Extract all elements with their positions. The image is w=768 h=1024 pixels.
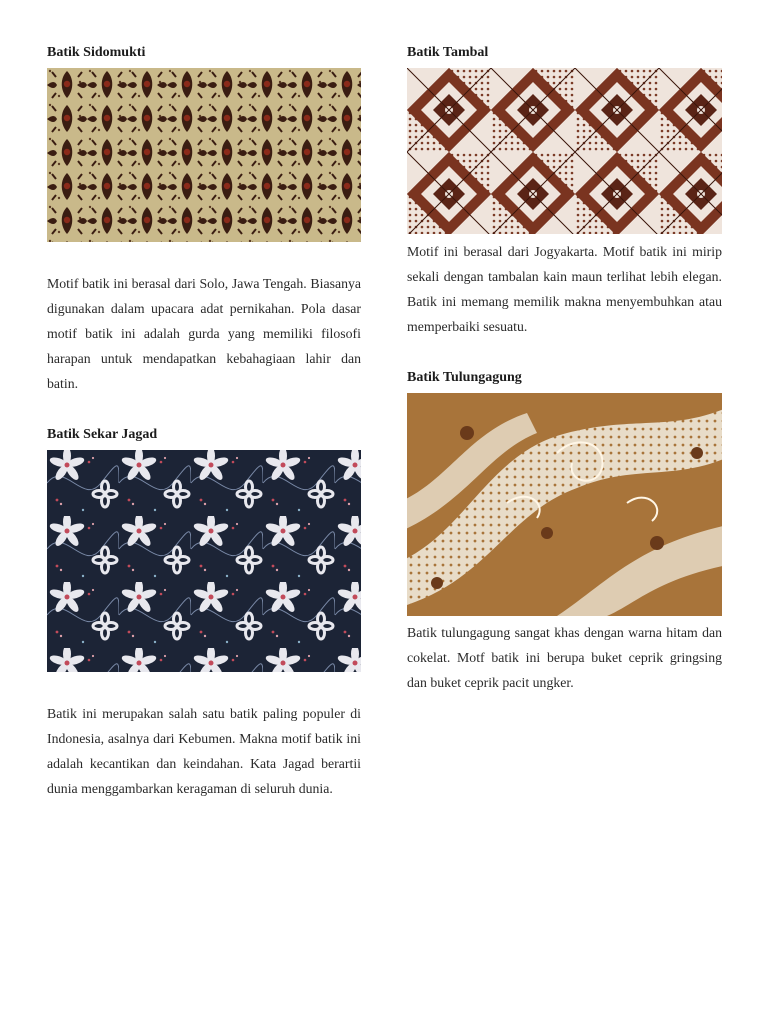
batik-sekar-jagad-image <box>47 450 361 672</box>
batik-sekar-jagad-pattern-icon <box>47 450 361 672</box>
batik-sekar-jagad-description: Batik ini merupakan salah satu batik paling populer di Indonesia, asalnya dari Kebumen. Makna motif batik ini adalah kecantikan dan keindahan. Kata Jagad berartii dunia menggambarkan keragaman di seluruh dunia. <box>47 706 361 796</box>
batik-tambal-image <box>407 68 722 234</box>
batik-tulungagung-description: Batik tulungagung sangat khas dengan warna hitam dan cokelat. Motf batik ini berupa buket ceprik gringsing dan buket ceprik pacit ungker. <box>407 625 722 690</box>
batik-sekar-jagad-title: Batik Sekar Jagad <box>47 427 158 442</box>
batik-tulungagung-title: Batik Tulungagung <box>407 370 522 385</box>
batik-tambal-title: Batik Tambal <box>407 45 489 60</box>
batik-tulungagung-image <box>407 393 722 616</box>
batik-sidomukti-description: Motif batik ini berasal dari Solo, Jawa Tengah. Biasanya digunakan dalam upacara adat pernikahan. Pola dasar motif batik ini adalah gurda yang memiliki filosofi harapan untuk mendapatkan kebahagiaan lahir dan batin. <box>47 276 361 391</box>
batik-tambal-description: Motif ini berasal dari Jogyakarta. Motif batik ini mirip sekali dengan tambalan kain maun terlihat lebih elegan. Batik ini memang memilik makna menyembuhkan atau memperbaiki sesuatu. <box>407 244 722 334</box>
batik-tulungagung-pattern-icon <box>407 393 722 616</box>
batik-tambal-pattern-icon <box>407 68 722 234</box>
batik-sidomukti-pattern-icon <box>47 68 361 242</box>
batik-sidomukti-image <box>47 68 361 242</box>
batik-sidomukti-title: Batik Sidomukti <box>47 45 146 60</box>
